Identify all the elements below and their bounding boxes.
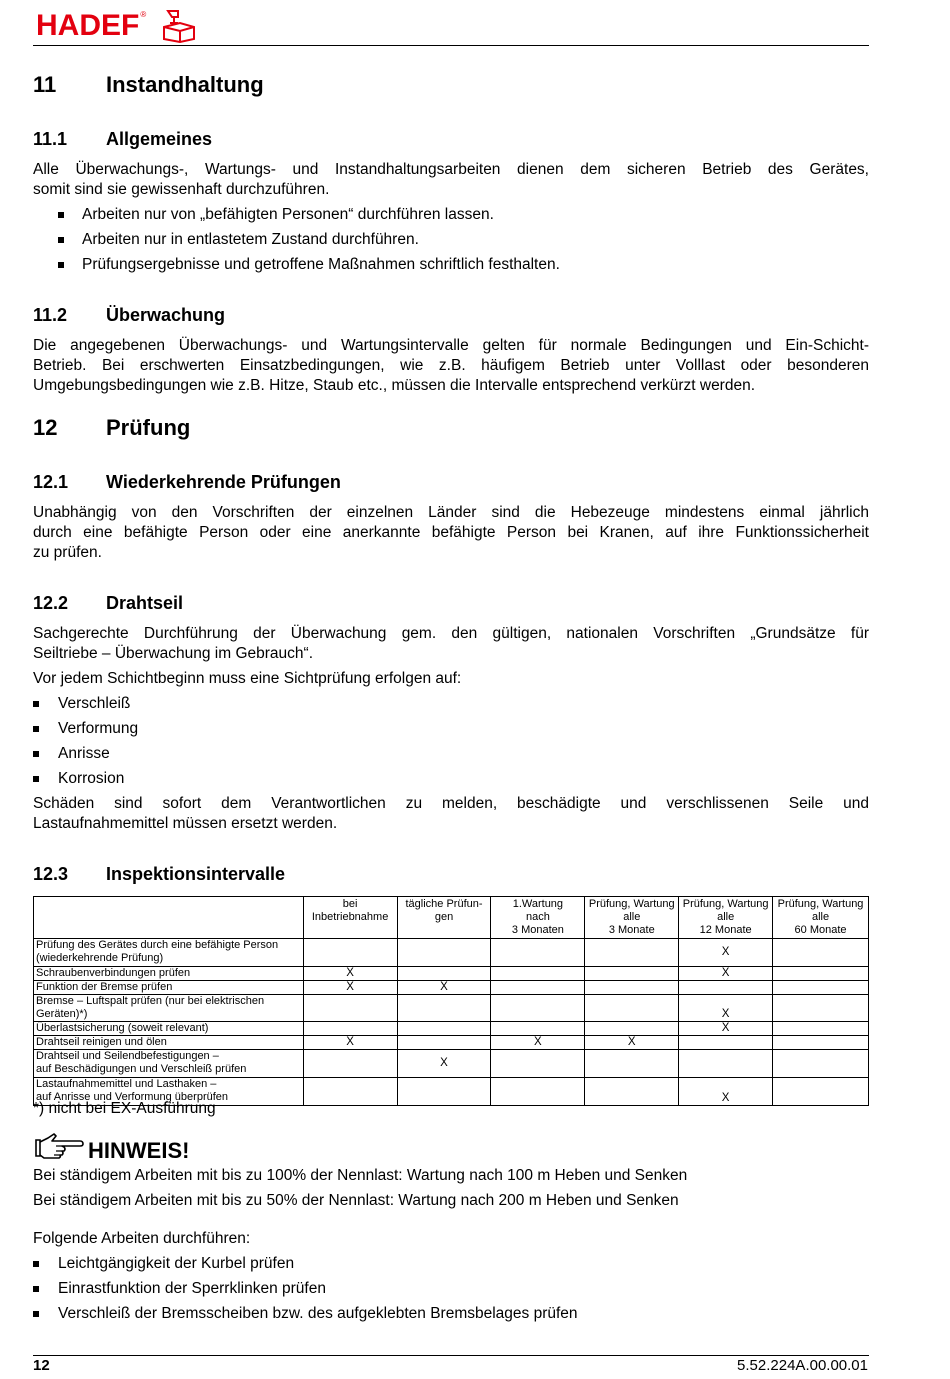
list-item: Verschleiß	[58, 695, 131, 712]
bullet-square-icon	[58, 212, 64, 218]
header-rule	[33, 45, 869, 46]
column-header: bei Inbetriebnahme	[303, 897, 397, 939]
table-cell: X	[679, 1022, 773, 1036]
section-11-1-title: Allgemeines	[106, 129, 213, 149]
table-cell	[491, 939, 585, 967]
table-cell: X	[679, 939, 773, 967]
table-cell	[491, 1022, 585, 1036]
bullet-square-icon	[33, 1261, 39, 1267]
inspection-interval-table	[33, 896, 869, 1106]
row-label: Drahtseil und Seilendbefestigungen – auf Beschädigungen und Verschleiß prüfen	[34, 1050, 304, 1078]
table-header-row	[34, 897, 869, 939]
row-label: Funktion der Bremse prüfen	[34, 981, 304, 995]
paragraph-line: Sachgerechte Durchführung der Überwachung gem. den gültigen, nationalen Vorschriften „Grundsätze für	[33, 625, 869, 642]
column-header: 1.Wartung nach 3 Monaten	[491, 897, 585, 939]
paragraph-line: Lastaufnahmemittel müssen ersetzt werden.	[33, 815, 338, 832]
column-header: Prüfung, Wartung alle 3 Monate	[585, 897, 679, 939]
table-cell	[491, 981, 585, 995]
table-cell: X	[491, 1036, 585, 1050]
bullet-square-icon	[33, 726, 39, 732]
table-cell	[773, 995, 869, 1022]
list-item: Leichtgängigkeit der Kurbel prüfen	[58, 1255, 295, 1272]
paragraph-line: Betrieb. Bei erschwerten Einsatzbedingungen, wie z.B. häufigem Betrieb unter Volllast oder besonderen	[33, 357, 869, 374]
section-11-2-title: Überwachung	[106, 305, 226, 325]
table-row	[34, 1022, 869, 1036]
row-label: Prüfung des Gerätes durch eine befähigte Person (wiederkehrende Prüfung)	[34, 939, 304, 967]
table-cell: X	[303, 967, 397, 981]
table-cell	[773, 1036, 869, 1050]
section-12-title: Prüfung	[106, 415, 191, 440]
paragraph-line: durch eine befähigte Person oder eine anerkannte befähigte Person bei Kranen, auf ihre Funktionssicherheit	[33, 524, 869, 541]
section-12-3-number: 12.3	[33, 864, 69, 884]
list-item: Arbeiten nur in entlastetem Zustand durchführen.	[82, 231, 419, 248]
row-label: Lastaufnahmemittel und Lasthaken – auf Anrisse und Verformung überprüfen	[34, 1078, 304, 1106]
paragraph-line: Vor jedem Schichtbeginn muss eine Sichtprüfung erfolgen auf:	[33, 670, 462, 687]
table-cell	[679, 981, 773, 995]
table-corner-cell	[34, 897, 304, 939]
table-cell: X	[679, 1078, 773, 1106]
paragraph-line: Die angegebenen Überwachungs- und Wartungsintervalle gelten für normale Bedingungen und Ein-Schicht-	[33, 337, 869, 354]
table-cell	[585, 995, 679, 1022]
paragraph-line: Umgebungsbedingungen wie z.B. Hitze, Staub etc., müssen die Intervalle entsprechend verkürzt werden.	[33, 377, 756, 394]
table-cell	[397, 1036, 491, 1050]
hinweis-line: Folgende Arbeiten durchführen:	[33, 1230, 251, 1247]
table-cell	[773, 981, 869, 995]
footer-rule	[33, 1355, 869, 1356]
column-header: tägliche Prüfun- gen	[397, 897, 491, 939]
bullet-square-icon	[33, 1311, 39, 1317]
section-12-number: 12	[33, 415, 58, 440]
paragraph-line: Seiltriebe – Überwachung im Gebrauch“.	[33, 645, 313, 662]
table-cell: X	[679, 995, 773, 1022]
section-12-3-title: Inspektionsintervalle	[106, 864, 286, 884]
registered-mark: ®	[140, 9, 147, 19]
table-cell	[397, 939, 491, 967]
bullet-square-icon	[33, 776, 39, 782]
paragraph-line: Schäden sind sofort dem Verantwortlichen zu melden, beschädigte und verschlissenen Seile und	[33, 795, 869, 812]
table-cell	[397, 1078, 491, 1106]
table-cell	[773, 1078, 869, 1106]
table-cell	[491, 1050, 585, 1078]
row-label: Schraubenverbindungen prüfen	[34, 967, 304, 981]
list-item: Einrastfunktion der Sperrklinken prüfen	[58, 1280, 326, 1297]
table-row	[34, 981, 869, 995]
bullet-square-icon	[33, 701, 39, 707]
table-cell	[303, 1022, 397, 1036]
table-row	[34, 1036, 869, 1050]
section-12-2-number: 12.2	[33, 593, 69, 613]
table-cell: X	[397, 1050, 491, 1078]
column-header: Prüfung, Wartung alle 60 Monate	[773, 897, 869, 939]
section-12-1-title: Wiederkehrende Prüfungen	[106, 472, 341, 492]
row-label: Drahtseil reinigen und ölen	[34, 1036, 304, 1050]
row-label: Überlastsicherung (soweit relevant)	[34, 1022, 304, 1036]
list-item: Verschleiß der Bremsscheiben bzw. des aufgeklebten Bremsbelages prüfen	[58, 1305, 578, 1322]
document-number: 5.52.224A.00.00.01	[737, 1357, 868, 1374]
table-cell	[585, 1050, 679, 1078]
table-cell: X	[303, 981, 397, 995]
table-cell	[773, 939, 869, 967]
paragraph-line: Alle Überwachungs-, Wartungs- und Instandhaltungsarbeiten dienen dem sicheren Betrieb des Gerätes,	[33, 161, 869, 178]
paragraph-line: Unabhängig von den Vorschriften der einzelnen Länder sind die Hebezeuge mindestens einmal jährlich	[33, 504, 869, 521]
bullet-square-icon	[33, 751, 39, 757]
row-label: Bremse – Luftspalt prüfen (nur bei elektrischen Geräten)*)	[34, 995, 304, 1022]
list-item: Anrisse	[58, 745, 110, 762]
hinweis-line: Bei ständigem Arbeiten mit bis zu 100% der Nennlast: Wartung nach 100 m Heben und Senken	[33, 1167, 688, 1184]
list-item: Korrosion	[58, 770, 125, 787]
section-11-2-number: 11.2	[33, 305, 68, 325]
table-cell	[679, 1050, 773, 1078]
table-cell	[303, 1050, 397, 1078]
table-cell	[491, 1078, 585, 1106]
section-12-2-title: Drahtseil	[106, 593, 184, 613]
hadef-logo	[36, 8, 198, 44]
page-number: 12	[33, 1357, 50, 1374]
column-header: Prüfung, Wartung alle 12 Monate	[679, 897, 773, 939]
table-footnote: *) nicht bei EX-Ausführung	[33, 1100, 216, 1117]
table-cell	[773, 1022, 869, 1036]
table-cell	[491, 995, 585, 1022]
table-cell	[397, 1022, 491, 1036]
section-11-1-number: 11.1	[33, 129, 68, 149]
table-row	[34, 967, 869, 981]
pointing-hand-icon	[34, 1132, 84, 1160]
section-11-number: 11	[33, 72, 57, 97]
table-row	[34, 939, 869, 967]
list-item: Prüfungsergebnisse und getroffene Maßnahmen schriftlich festhalten.	[82, 256, 560, 273]
hinweis-line: Bei ständigem Arbeiten mit bis zu 50% der Nennlast: Wartung nach 200 m Heben und Senken	[33, 1192, 679, 1209]
logo-text: HADEF	[36, 9, 140, 42]
table-cell	[773, 1050, 869, 1078]
table-cell	[585, 939, 679, 967]
table-cell: X	[679, 967, 773, 981]
table-cell	[303, 939, 397, 967]
table-cell	[397, 995, 491, 1022]
table-cell	[303, 1078, 397, 1106]
list-item: Arbeiten nur von „befähigten Personen“ durchführen lassen.	[82, 206, 494, 223]
table-cell	[491, 967, 585, 981]
table-cell: X	[585, 1036, 679, 1050]
paragraph-line: somit sind sie gewissenhaft durchzuführen.	[33, 181, 330, 198]
list-item: Verformung	[58, 720, 139, 737]
table-cell	[397, 967, 491, 981]
table-cell	[773, 967, 869, 981]
bullet-square-icon	[33, 1286, 39, 1292]
table-row	[34, 1050, 869, 1078]
table-cell	[585, 981, 679, 995]
hinweis-title: HINWEIS!	[88, 1138, 190, 1163]
table-row	[34, 995, 869, 1022]
table-cell	[303, 995, 397, 1022]
paragraph-line: zu prüfen.	[33, 544, 102, 561]
bullet-square-icon	[58, 237, 64, 243]
table-cell	[585, 967, 679, 981]
section-11-title: Instandhaltung	[106, 72, 264, 97]
table-cell: X	[303, 1036, 397, 1050]
table-cell	[585, 1078, 679, 1106]
table-cell: X	[397, 981, 491, 995]
table-cell	[585, 1022, 679, 1036]
hoist-logo-icon	[160, 9, 198, 43]
section-12-1-number: 12.1	[33, 472, 69, 492]
bullet-square-icon	[58, 262, 64, 268]
table-cell	[679, 1036, 773, 1050]
